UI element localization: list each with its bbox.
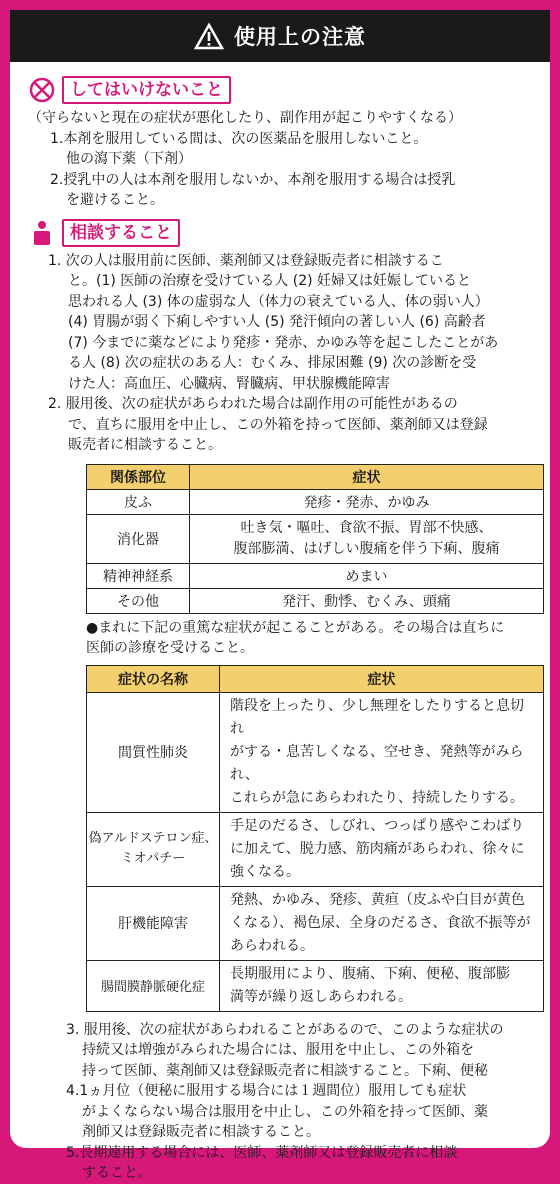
text-line: 3. 服用後、次の症状があらわれることがあるので、このような症状の bbox=[66, 1021, 504, 1038]
table-cell-symptom: めまい bbox=[190, 563, 544, 588]
symptom-line: 発熱、かゆみ、発疹、黄疸（皮ふや白目が黄色 bbox=[230, 891, 525, 908]
symptom-detail bbox=[220, 812, 544, 886]
text-line: 持って医師、薬剤師又は登録販売者に相談すること。下痢、便秘 bbox=[82, 1062, 488, 1079]
text-line: (4) 胃腸が弱く下痢しやすい人 (5) 発汗傾向の著しい人 (6) 高齢者 bbox=[68, 314, 486, 330]
text-line: る人 (8) 次の症状のある人：むくみ、排尿困難 (9) 次の診断を受 bbox=[68, 355, 477, 371]
text-line: と。(1) 医師の治療を受けている人 (2) 妊婦又は妊娠していると bbox=[68, 273, 472, 289]
table-row bbox=[87, 886, 544, 960]
symptom-line: に加えて、脱力感、筋肉痛があらわれ、徐々に bbox=[230, 840, 525, 857]
text-line: 1.本剤を服用している間は、次の医薬品を服用しないこと。 bbox=[50, 130, 428, 147]
text-line: ●まれに下記の重篤な症状が起こることがある。その場合は直ちに bbox=[86, 619, 505, 636]
text-line: を避けること。 bbox=[66, 192, 164, 208]
consult-person-icon bbox=[28, 219, 56, 247]
header-title: 使用上の注意 bbox=[234, 25, 366, 49]
symptom-line: 強くなる。 bbox=[230, 863, 300, 880]
text-line: 他の瀉下薬（下剤） bbox=[66, 151, 192, 167]
section-consult-heading bbox=[28, 217, 536, 249]
text-line: 2.授乳中の人は本剤を服用しないか、本剤を服用する場合は授乳 bbox=[50, 171, 456, 188]
header-bar bbox=[10, 10, 550, 62]
table-row bbox=[87, 960, 544, 1011]
symptom-line: 吐き気・嘔吐、食欲不振、胃部不快感、 bbox=[240, 519, 493, 536]
symptom-detail bbox=[220, 960, 544, 1011]
section-dont-label: してはいけないこと bbox=[62, 76, 231, 104]
text-line: けた人：高血圧、心臓病、腎臓病、甲状腺機能障害 bbox=[68, 375, 390, 392]
table-cell-part: 精神神経系 bbox=[87, 563, 190, 588]
text-line: で、直ちに服用を中止し、この外箱を持って医師、薬剤師又は登録 bbox=[68, 416, 488, 433]
symptom-line: 満等が繰り返しあらわれる。 bbox=[230, 988, 412, 1005]
table-cell-symptom: 発汗、動悸、むくみ、頭痛 bbox=[190, 588, 544, 613]
text-line: 販売者に相談すること。 bbox=[68, 437, 222, 453]
symptom-name: 腸間膜静脈硬化症 bbox=[87, 960, 220, 1011]
symptom-name: 肝機能障害 bbox=[87, 886, 220, 960]
table-header-row bbox=[87, 665, 544, 692]
symptom-line: 手足のだるさ、しびれ、つっぱり感やこわばり bbox=[230, 817, 525, 834]
consult-item-2 bbox=[28, 394, 536, 456]
name-line: ミオパチー bbox=[120, 851, 186, 866]
text-line: （守らないと現在の症状が悪化したり、副作用が起こりやすくなる） bbox=[28, 110, 462, 126]
table-header: 症状 bbox=[190, 464, 544, 489]
table-header: 症状 bbox=[220, 665, 544, 692]
symptom-line: がする・息苦しくなる、空せき、発熱等がみられ、 bbox=[230, 743, 524, 783]
name-line: 偽アルドステロン症、 bbox=[88, 831, 218, 846]
text-line: 5.長期連用する場合には、医師、薬剤師又は登録販売者に相談 bbox=[66, 1144, 458, 1161]
text-line: 2. 服用後、次の症状があらわれた場合は副作用の可能性があるの bbox=[48, 396, 458, 412]
text-line: 剤師又は登録販売者に相談すること。 bbox=[82, 1124, 320, 1140]
symptom-line: くなる）、褐色尿、全身のだるさ、食欲不振等が bbox=[230, 914, 531, 931]
label-card bbox=[10, 10, 550, 1181]
text-line: 4.1ヵ月位（便秘に服用する場合には１週間位）服用しても症状 bbox=[66, 1083, 467, 1099]
serious-note bbox=[28, 618, 536, 659]
table-cell-symptom: 発疹・発赤、かゆみ bbox=[190, 489, 544, 514]
table-header: 関係部位 bbox=[87, 464, 190, 489]
table-row bbox=[87, 489, 544, 514]
symptom-line: 長期服用により、腹痛、下痢、便秘、腹部膨 bbox=[230, 965, 510, 982]
text-line: 医師の診療を受けること。 bbox=[86, 640, 254, 656]
table-row bbox=[87, 588, 544, 613]
table-cell-part: 皮ふ bbox=[87, 489, 190, 514]
text-line: すること。 bbox=[82, 1165, 152, 1181]
symptom-detail bbox=[220, 692, 544, 812]
table-row bbox=[87, 563, 544, 588]
symptom-detail bbox=[220, 886, 544, 960]
table-header: 症状の名称 bbox=[87, 665, 220, 692]
symptom-line: 階段を上ったり、少し無理をしたりすると息切れ bbox=[230, 697, 524, 737]
table-row bbox=[87, 812, 544, 886]
text-line: がよくならない場合は服用を中止し、この外箱を持って医師、薬 bbox=[82, 1103, 488, 1120]
symptom-line: これらが急にあらわれたり、持続したりする。 bbox=[230, 789, 524, 806]
symptom-line: 腹部膨満、はげしい腹痛を伴う下痢、腹痛 bbox=[233, 540, 500, 557]
table-cell-part: 消化器 bbox=[87, 514, 190, 563]
consult-items-3-5 bbox=[28, 1020, 536, 1184]
consult-item-1 bbox=[28, 251, 536, 395]
warning-icon bbox=[194, 23, 224, 50]
symptom-name bbox=[87, 812, 220, 886]
side-effects-table bbox=[86, 464, 544, 614]
serious-symptoms-table bbox=[86, 665, 544, 1012]
text-line: 持続又は増強がみられた場合には、服用を中止し、この外箱を bbox=[82, 1042, 474, 1058]
symptom-name: 間質性肺炎 bbox=[87, 692, 220, 812]
table-row bbox=[87, 692, 544, 812]
section-consult-label: 相談すること bbox=[62, 219, 180, 247]
table-header-row bbox=[87, 464, 544, 489]
prohibited-icon bbox=[28, 76, 56, 104]
text-line: 思われる人 (3) 体の虚弱な人（体力の衰えている人、体の弱い人） bbox=[68, 293, 489, 310]
text-line: 1. 次の人は服用前に医師、薬剤師又は登録販売者に相談するこ bbox=[48, 252, 444, 269]
table-cell-symptom bbox=[190, 514, 544, 563]
section-dont-text bbox=[28, 108, 536, 211]
section-dont-heading bbox=[28, 74, 536, 106]
table-cell-part: その他 bbox=[87, 588, 190, 613]
symptom-line: あらわれる。 bbox=[230, 937, 314, 954]
text-line: (7) 今までに薬などにより発疹・発赤、かゆみ等を起こしたことがあ bbox=[68, 334, 499, 351]
table-row bbox=[87, 514, 544, 563]
